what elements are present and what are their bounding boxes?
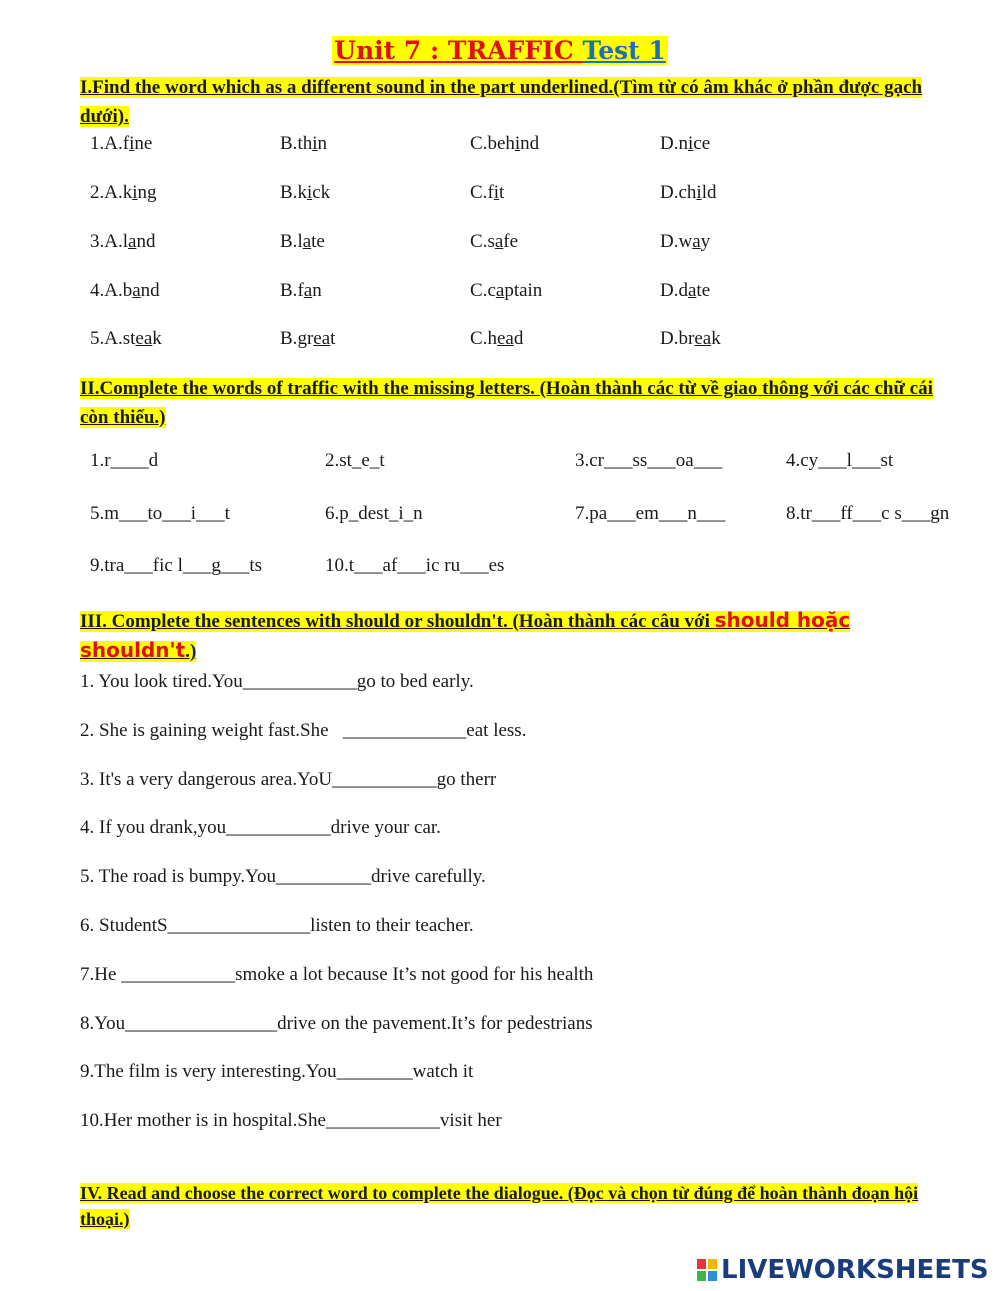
q5-option-a[interactable]: 5.A.steak xyxy=(90,328,162,349)
q1-option-d[interactable]: D.nice xyxy=(660,133,711,154)
sentence-1[interactable]: 1. You look tired.You____________go to bed early. xyxy=(80,671,474,692)
underlined-sound: a xyxy=(494,231,504,252)
underlined-sound: ea xyxy=(135,328,153,349)
q3-option-c[interactable]: C.safe xyxy=(470,231,519,252)
q4-option-c[interactable]: C.captain xyxy=(470,280,543,301)
title-test: Test 1 xyxy=(582,36,666,65)
q3-option-a[interactable]: 3.A.land xyxy=(90,231,156,252)
q4-option-d[interactable]: D.date xyxy=(660,280,711,301)
section3-heading: III. Complete the sentences with should or shouldn't. (Hoàn thành các câu với should hoặc shouldn't.) xyxy=(80,608,851,662)
underlined-sound: a xyxy=(303,280,313,301)
sentence-5[interactable]: 5. The road is bumpy.You__________drive carefully. xyxy=(80,866,486,888)
q1-option-b[interactable]: B.thin xyxy=(280,133,327,154)
underlined-sound: a xyxy=(687,280,697,301)
q2-option-b[interactable]: B.kick xyxy=(280,182,331,203)
q2-option-c[interactable]: C.fit xyxy=(470,182,505,203)
q4-option-a[interactable]: 4.A.band xyxy=(90,280,160,301)
sentence-9[interactable]: 9.The film is very interesting.You________watch it xyxy=(80,1061,474,1083)
sentence-8[interactable]: 8.You________________drive on the pavement.It’s for pedestrians xyxy=(80,1012,593,1034)
missing-letters-item[interactable]: 8.tr___ff___c s___gn xyxy=(786,503,950,524)
underlined-sound: a xyxy=(132,280,141,301)
underlined-sound: i xyxy=(129,133,135,154)
section4-heading: IV. Read and choose the correct word to complete the dialogue. (Đọc và chọn từ đúng để hoàn thành đoạn hội thoại.) xyxy=(80,1183,919,1229)
underlined-sound: i xyxy=(514,133,521,154)
q3-option-d[interactable]: D.way xyxy=(660,231,711,252)
section1-heading: I.Find the word which as a different sound in the part underlined.(Tìm từ có âm khác ở phần được gạch dưới). xyxy=(80,77,923,127)
underlined-sound: i xyxy=(306,182,313,203)
sentence-10[interactable]: 10.Her mother is in hospital.She____________visit her xyxy=(80,1110,502,1132)
missing-letters-item[interactable]: 5.m___to___i___t xyxy=(90,503,230,524)
page-title xyxy=(0,36,1000,65)
underlined-sound: i xyxy=(687,133,694,154)
title-unit: Unit 7 : TRAFFIC xyxy=(334,36,583,65)
q5-option-c[interactable]: C.head xyxy=(470,328,524,349)
missing-letters-item[interactable]: 6.p_dest_i_n xyxy=(325,503,423,524)
missing-letters-item[interactable]: 4.cy___l___st xyxy=(786,450,894,471)
sentence-2[interactable]: 2. She is gaining weight fast.She _____________eat less. xyxy=(80,719,527,741)
q1-option-a[interactable]: 1.A.fine xyxy=(90,133,153,154)
sentence-7[interactable]: 7.He ____________smoke a lot because It’s not good for his health xyxy=(80,963,594,985)
section2-heading: II.Complete the words of traffic with the missing letters. (Hoàn thành các từ về giao thông với các chữ cái còn thiếu.) xyxy=(80,378,933,428)
q5-option-d[interactable]: D.break xyxy=(660,328,721,349)
underlined-sound: ea xyxy=(694,328,712,349)
missing-letters-item[interactable]: 10.t___af___ic ru___es xyxy=(325,555,505,576)
underlined-sound: ea xyxy=(496,328,514,349)
q1-option-c[interactable]: C.behind xyxy=(470,133,540,154)
q2-option-d[interactable]: D.child xyxy=(660,182,717,203)
underlined-sound: a xyxy=(495,280,505,301)
underlined-sound: i xyxy=(493,182,500,203)
missing-letters-item[interactable]: 7.pa___em___n___ xyxy=(575,503,726,524)
sentence-4[interactable]: 4. If you drank,you___________drive your car. xyxy=(80,817,441,839)
underlined-sound: a xyxy=(128,231,137,252)
q2-option-a[interactable]: 2.A.king xyxy=(90,182,157,203)
missing-letters-item[interactable]: 1.r____d xyxy=(90,450,159,471)
underlined-sound: ea xyxy=(313,328,331,349)
logo-text: LIVEWORKSHEETS xyxy=(721,1255,989,1285)
liveworksheets-logo xyxy=(697,1253,989,1287)
missing-letters-item[interactable]: 2.st_e_t xyxy=(325,450,385,471)
underlined-sound: i xyxy=(312,133,318,154)
underlined-sound: i xyxy=(696,182,702,203)
missing-letters-item[interactable]: 3.cr___ss___oa___ xyxy=(575,450,723,471)
sentence-6[interactable]: 6. StudentS_______________listen to their teacher. xyxy=(80,915,474,936)
underlined-sound: a xyxy=(302,231,312,252)
q3-option-b[interactable]: B.late xyxy=(280,231,325,252)
q5-option-b[interactable]: B.great xyxy=(280,328,336,349)
underlined-sound: a xyxy=(692,231,701,252)
missing-letters-item[interactable]: 9.tra___fic l___g___ts xyxy=(90,555,263,576)
should-shouldnt-highlight: should hoặc shouldn't xyxy=(80,608,851,662)
logo-blocks-icon xyxy=(697,1259,717,1281)
underlined-sound: i xyxy=(132,182,138,203)
sentence-3[interactable]: 3. It's a very dangerous area.YoU___________go therr xyxy=(80,768,497,790)
q4-option-b[interactable]: B.fan xyxy=(280,280,322,301)
